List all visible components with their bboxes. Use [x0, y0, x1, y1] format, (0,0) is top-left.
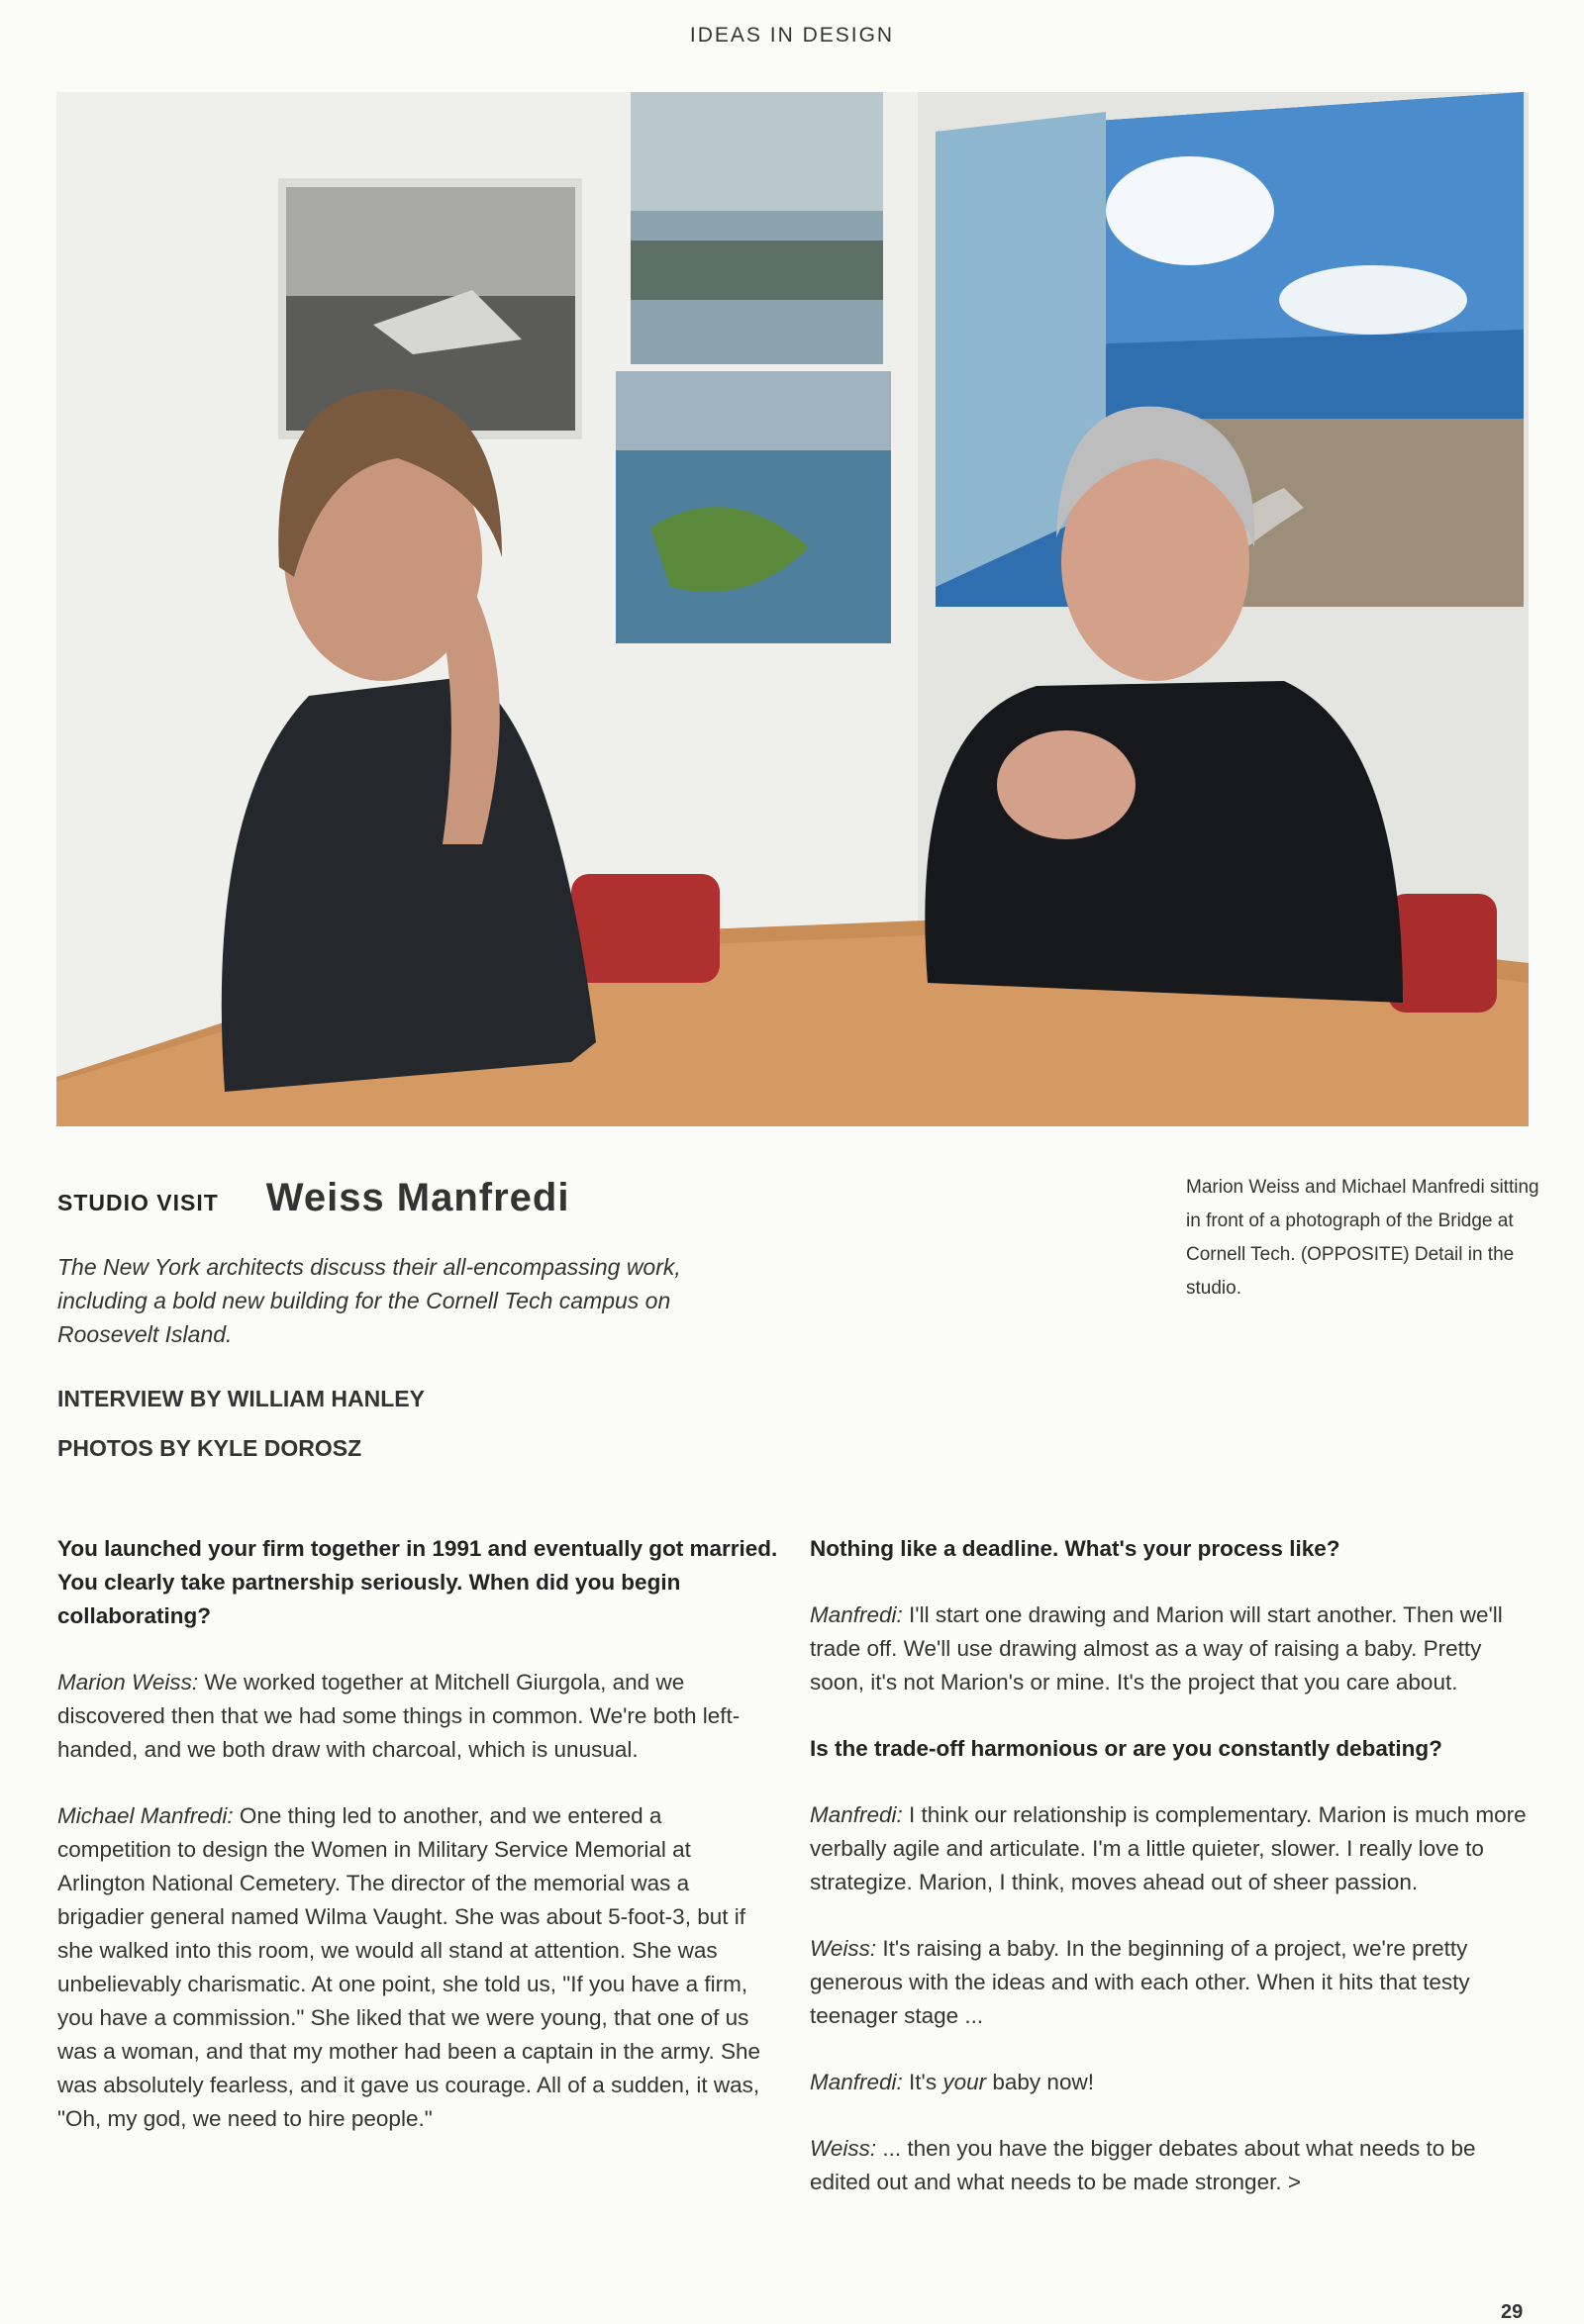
article-title: Weiss Manfredi	[265, 1176, 570, 1219]
interview-credit: INTERVIEW BY WILLIAM HANLEY	[57, 1386, 425, 1411]
answer-5	[810, 1932, 1537, 2033]
answer-4	[810, 1798, 1537, 1899]
answer-6	[810, 2066, 1537, 2099]
answer-text: One thing led to another, and we entered a competition to design the Women in Military Service Memorial at Arlington National Cemetery. The director of the memorial was a brigadier general named Wilma Vaught. She was about 5-foot-3, but if she walked into this room, we would all stand at attention. She was unbelievably charismatic. At one point, she told us, "If you have a firm, you have a commission." She liked that we were young, that one of us was a woman, and that my mother had been a captain in the army. She was absolutely fearless, and it gave us courage. All of a sudden, it was, "Oh, my god, we need to hire people."	[57, 1803, 760, 2131]
photo-illustration	[56, 92, 1529, 1126]
answer-text: We worked together at Mitchell Giurgola, and we discovered then that we had some things in common. We're both left-handed, and we both draw with charcoal, which is unusual.	[57, 1670, 741, 1762]
left-column	[57, 1532, 780, 2169]
speaker-label: Michael Manfredi:	[57, 1803, 234, 1828]
answer-text: I'll start one drawing and Marion will start another. Then we'll trade off. We'll use drawing almost as a way of raising a baby. Pretty soon, it's not Marion's or mine. It's the project that you care about.	[810, 1602, 1503, 1695]
answer-text: baby now!	[986, 2070, 1094, 2094]
feature-photo	[56, 92, 1529, 1126]
speaker-label: Weiss:	[810, 1936, 877, 1961]
answer-text: ... then you have the bigger debates about what needs to be edited out and what needs to be made stronger. >	[810, 2136, 1476, 2194]
section-label: IDEAS IN DESIGN	[689, 24, 895, 47]
kicker: STUDIO VISIT	[57, 1190, 219, 1215]
speaker-label: Manfredi:	[810, 1602, 903, 1627]
speaker-label: Marion Weiss:	[57, 1670, 199, 1695]
article-dek: The New York architects discuss their all-encompassing work, including a bold new building for the Cornell Tech campus on Roosevelt Island.	[57, 1254, 681, 1347]
speaker-label: Weiss:	[810, 2136, 877, 2161]
speaker-label: Manfredi:	[810, 2070, 903, 2094]
answer-1	[57, 1666, 780, 1767]
question-1: You launched your firm together in 1991 and eventually got married. You clearly take partnership seriously. When did you begin collaborating?	[57, 1536, 778, 1628]
answer-text: I think our relationship is complementary. Marion is much more verbally agile and articulate. I'm a little quieter, slower. I really love to strategize. Marion, I think, moves ahead out of sheer passion.	[810, 1802, 1527, 1894]
answer-text: It's raising a baby. In the beginning of a project, we're pretty generous with the ideas and with each other. When it hits that testy teenager stage ...	[810, 1936, 1470, 2028]
question-2: Nothing like a deadline. What's your process like?	[810, 1536, 1340, 1561]
photo-credit: PHOTOS BY KYLE DOROSZ	[57, 1435, 362, 1461]
photo-caption: Marion Weiss and Michael Manfredi sitting in front of a photograph of the Bridge at Cornell Tech. (OPPOSITE) Detail in the studio.	[1186, 1177, 1539, 1299]
answer-text: It's	[902, 2070, 943, 2094]
right-column	[810, 1532, 1537, 2232]
answer-2	[57, 1799, 780, 2136]
question-3: Is the trade-off harmonious or are you constantly debating?	[810, 1736, 1442, 1761]
answer-3	[810, 1598, 1537, 1699]
emphasis-text: your	[942, 2070, 987, 2094]
speaker-label: Manfredi:	[810, 1802, 903, 1827]
answer-7	[810, 2132, 1537, 2199]
heading-row	[57, 1176, 569, 1220]
page-number: 29	[1501, 2301, 1524, 2323]
